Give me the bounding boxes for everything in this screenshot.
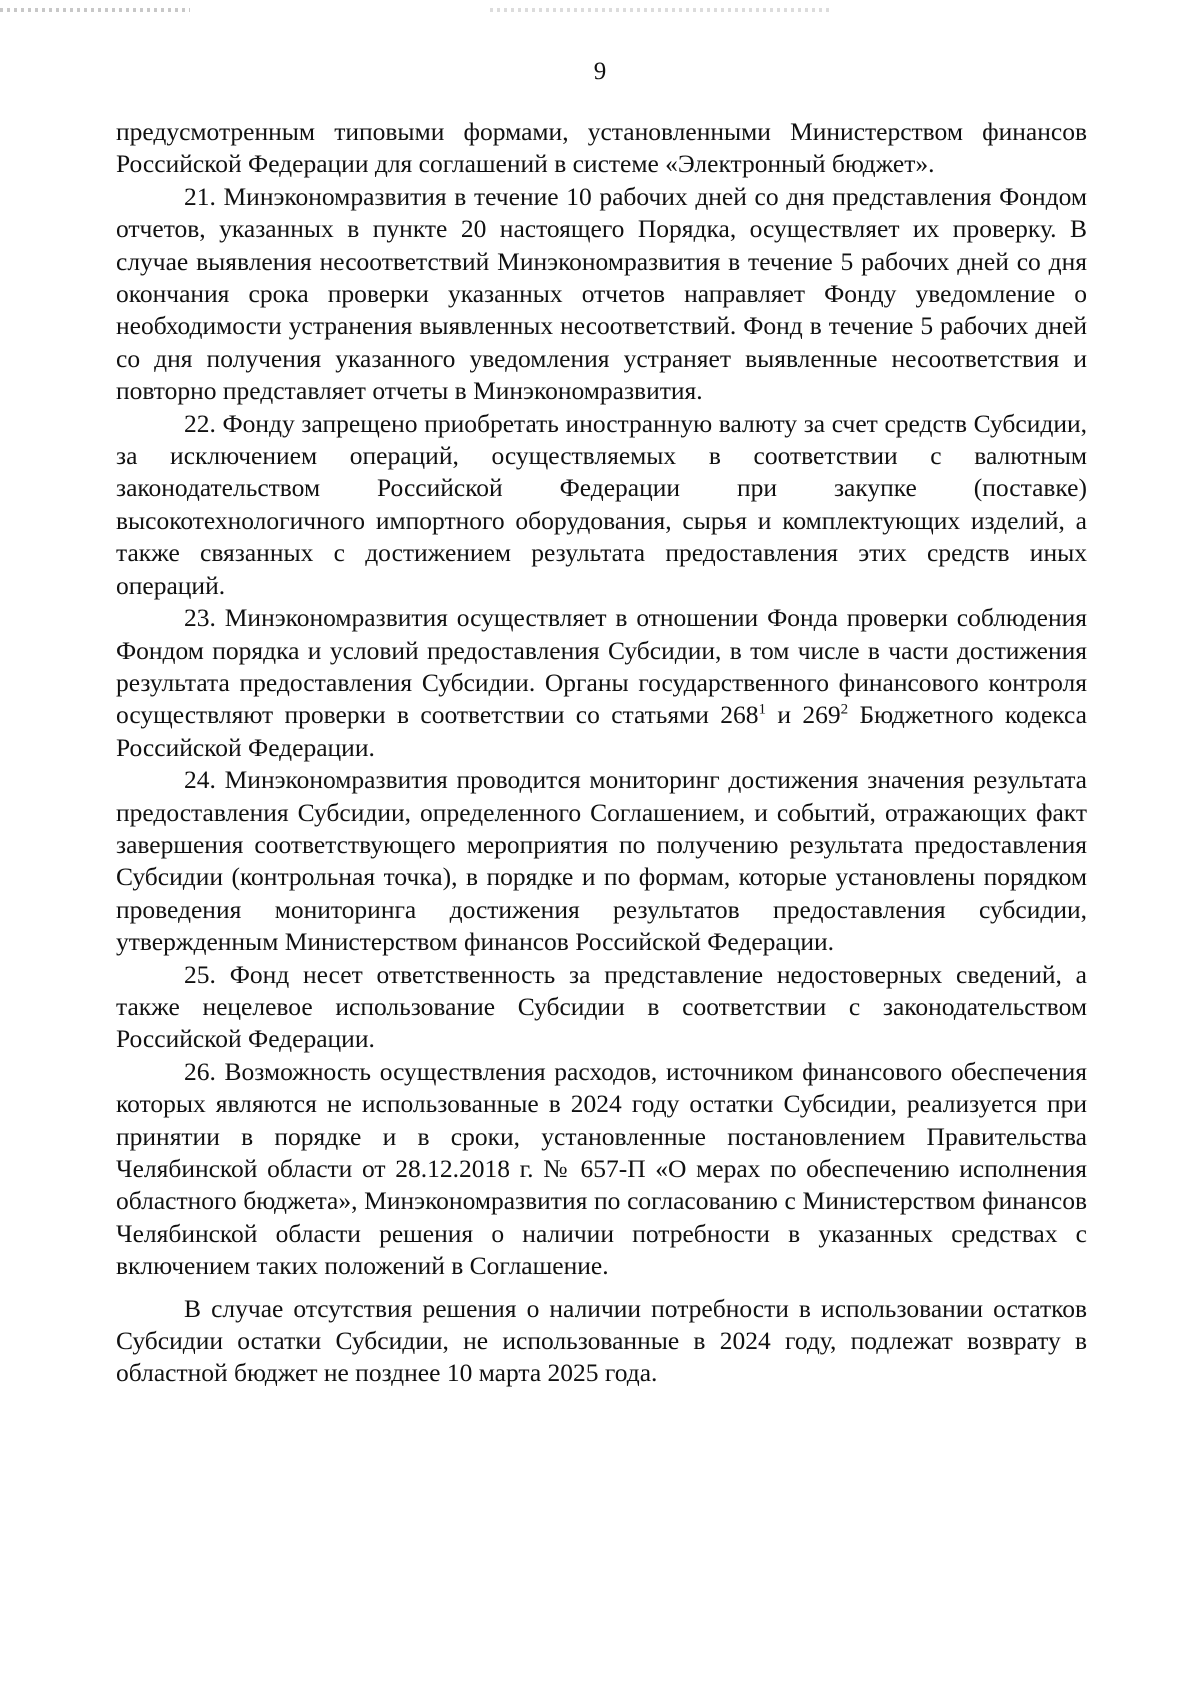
paragraph-26: 26. Возможность осуществления расходов, источником финансового обеспечения которых являются не использованные в 2024 году остатки Субсидии, реализуется при принятии в порядке и в сроки, установленные постановлением Правительства Челябинской области от 28.12.2018 г. № 657-П «О мерах по обеспечению исполнения областного бюджета», Минэкономразвития по согласованию с Министерством финансов Челябинской области решения о наличии потребности в указанных средствах с включением таких положений в Соглашение. — [116, 1056, 1087, 1281]
page-number: 9 — [593, 58, 607, 85]
scan-artifact — [490, 8, 830, 12]
superscript-article-269: 2 — [840, 701, 849, 718]
paragraph-21: 21. Минэкономразвития в течение 10 рабочих дней со дня представления Фондом отчетов, указанных в пункте 20 настоящего Порядка, осуществляет их проверку. В случае выявления несоответствий Минэкономразвития в течение 5 рабочих дней со дня окончания срока проверки указанных отчетов направляет Фонду уведомление о необходимости устранения выявленных несоответствий. Фонд в течение 5 рабочих дней со дня получения указанного уведомления устраняет выявленные несоответствия и повторно представляет отчеты в Минэкономразвития. — [116, 181, 1087, 406]
paragraph-23-part3: Бюджетного кодекса Российской Федерации. — [116, 700, 1087, 762]
paragraph-25: 25. Фонд несет ответственность за представление недостоверных сведений, а также нецелевое использование Субсидии в соответствии с законодательством Российской Федерации. — [116, 959, 1087, 1054]
superscript-article-268: 1 — [758, 701, 767, 718]
paragraph-26-continuation: В случае отсутствия решения о наличии потребности в использовании остатков Субсидии остатки Субсидии, не использованные в 2024 году, подлежат возврату в областной бюджет не позднее 10 марта 2025 года. — [116, 1293, 1087, 1388]
paragraph-23 — [116, 602, 1087, 764]
scan-artifact — [0, 8, 190, 12]
paragraph-continuation: предусмотренным типовыми формами, установленными Министерством финансов Российской Федерации для соглашений в системе «Электронный бюджет». — [116, 117, 1087, 179]
document-body — [116, 116, 1087, 1390]
paragraph-22: 22. Фонду запрещено приобретать иностранную валюту за счет средств Субсидии, за исключением операций, осуществляемых в соответствии с валютным законодательством Российской Федерации при закупке (поставке) высокотехнологичного импортного оборудования, сырья и комплектующих изделий, а также связанных с достижением результата предоставления этих средств иных операций. — [116, 408, 1087, 600]
paragraph-24: 24. Минэкономразвития проводится мониторинг достижения значения результата предоставления Субсидии, определенного Соглашением, и событий, отражающих факт завершения соответствующего мероприятия по получению результата предоставления Субсидии (контрольная точка), в порядке и по формам, которые установлены порядком проведения мониторинга достижения результатов предоставления субсидии, утвержденным Министерством финансов Российской Федерации. — [116, 765, 1087, 957]
paragraph-23-part2: и 269 — [766, 700, 841, 730]
paragraph-23-part1: 23. Минэкономразвития осуществляет в отношении Фонда проверки соблюдения Фондом порядка и условий предоставления Субсидии, в том числе в части достижения результата предоставления Субсидии. Органы государственного финансового контроля осуществляют проверки в соответствии со статьями 268 — [116, 603, 1087, 730]
